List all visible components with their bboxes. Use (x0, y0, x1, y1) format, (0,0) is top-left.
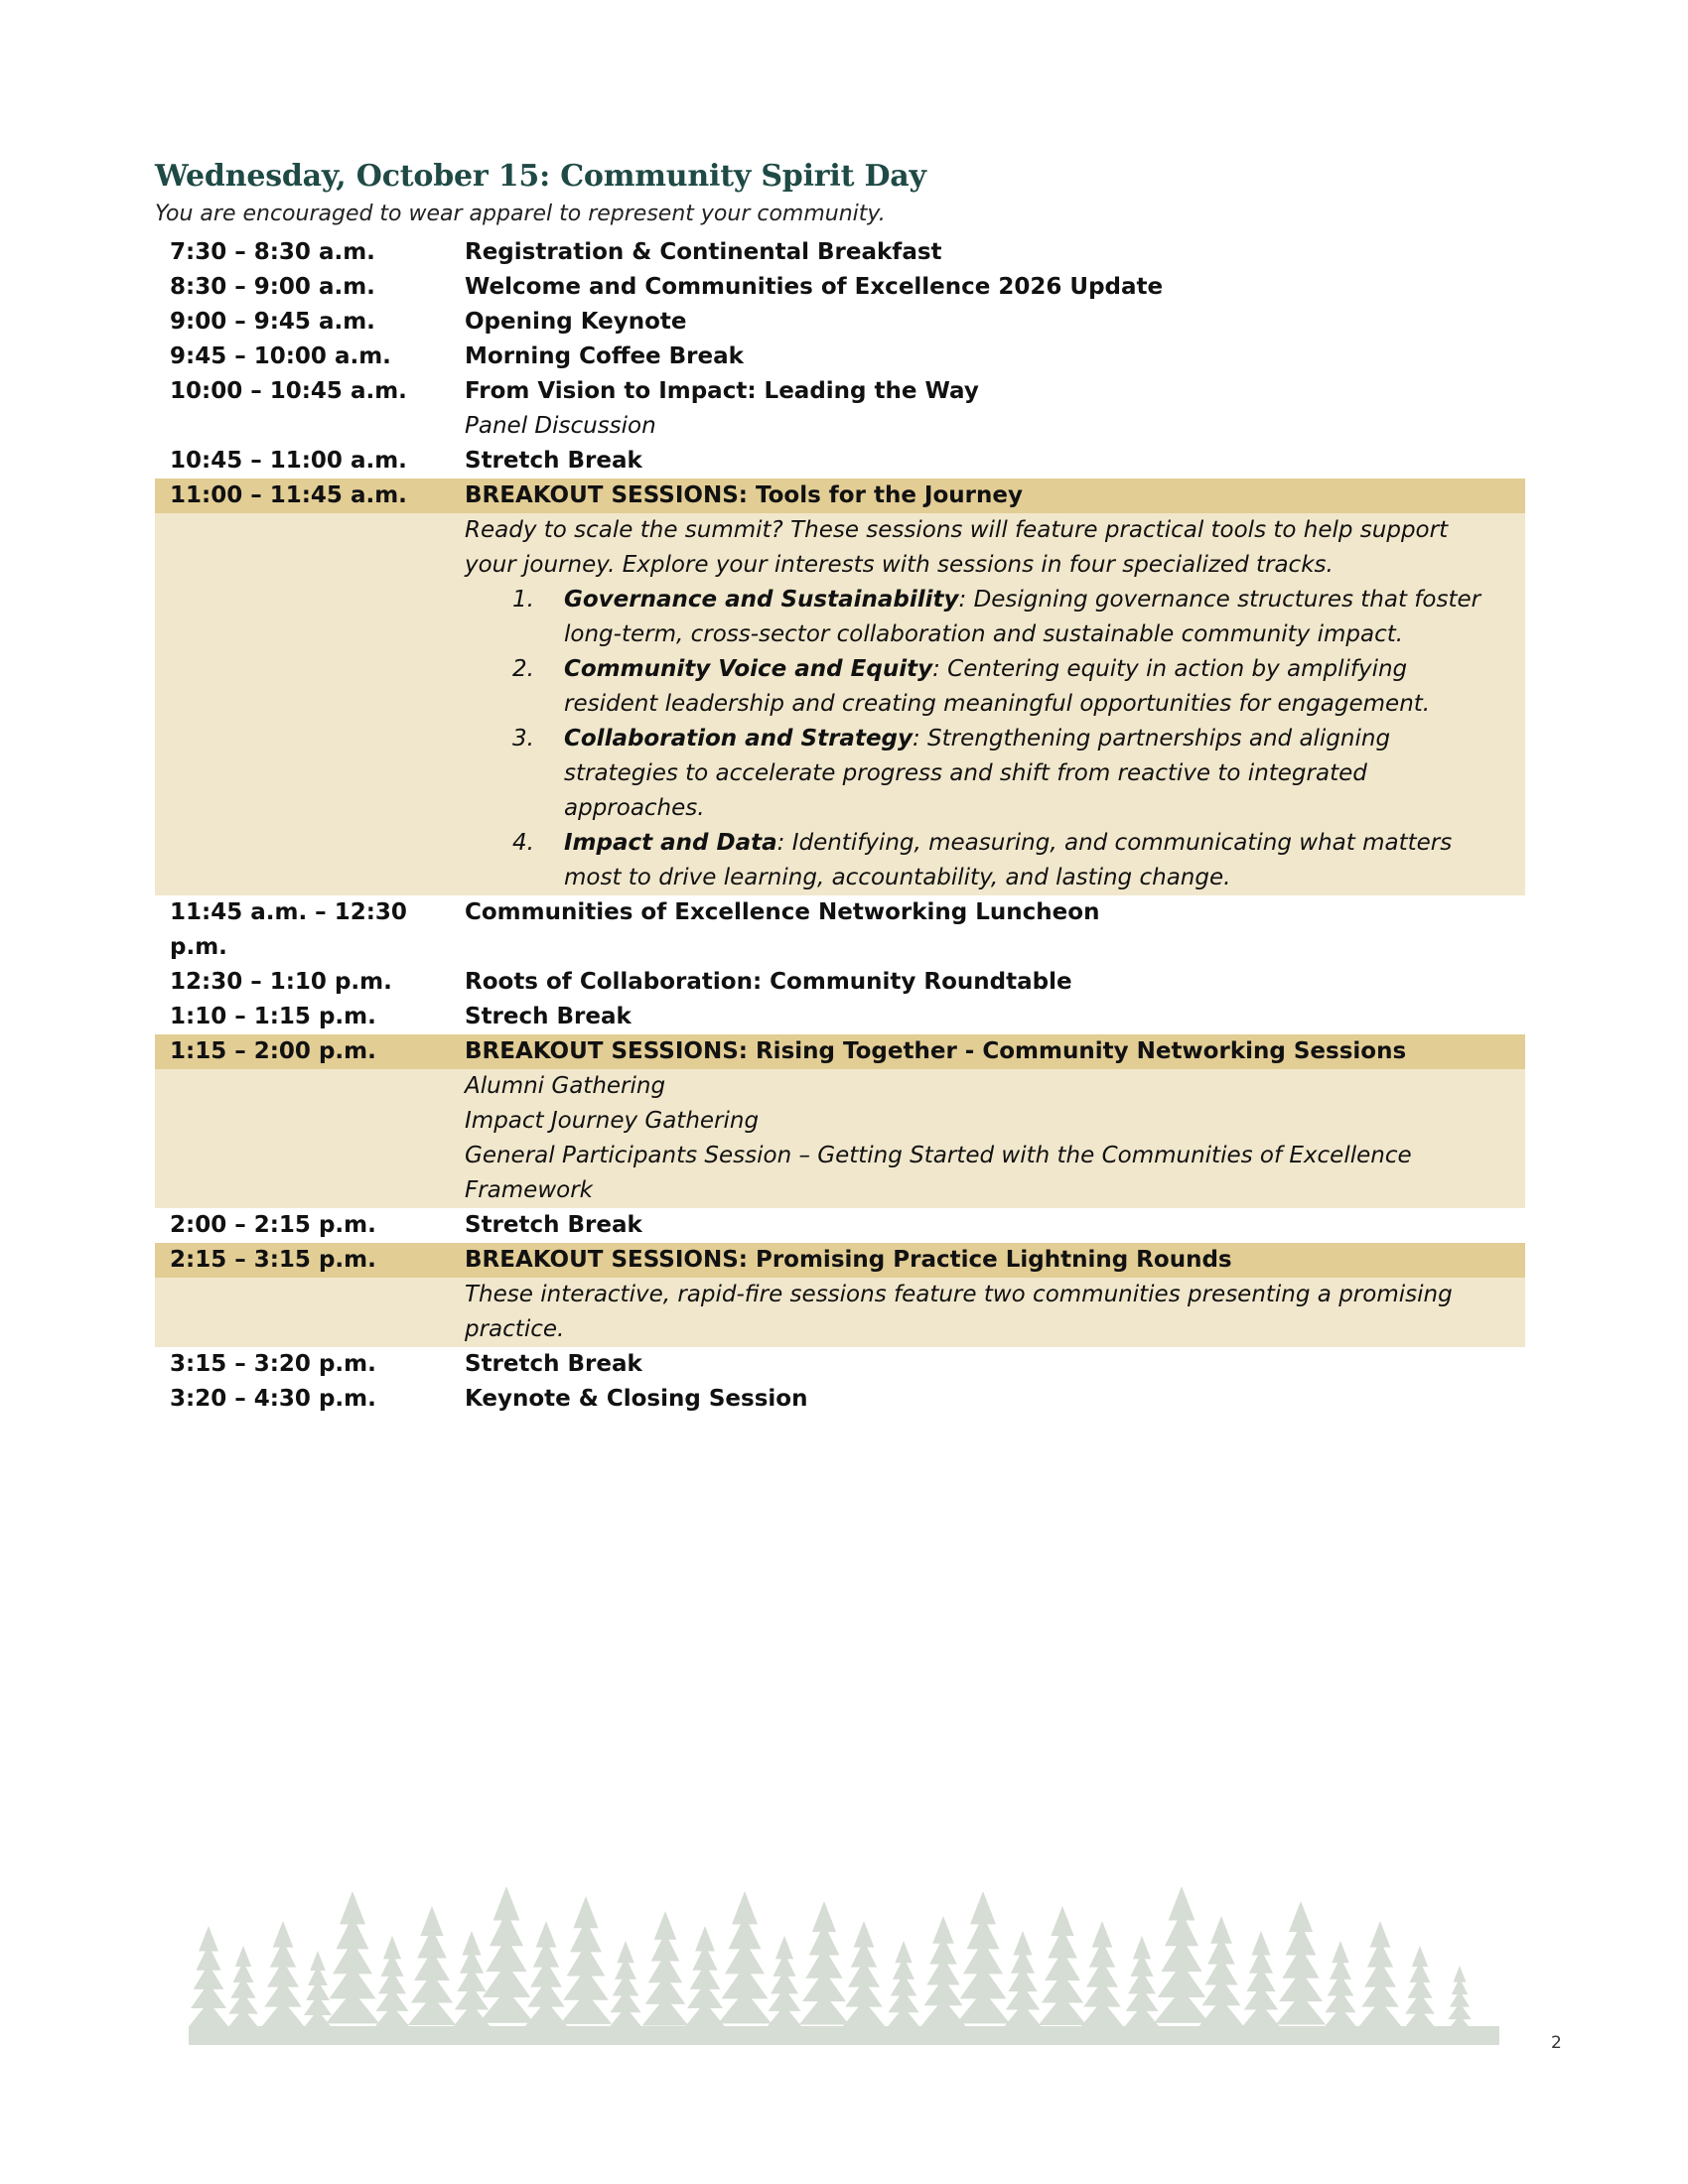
schedule-row (155, 374, 1525, 444)
schedule-row (155, 235, 1525, 270)
schedule-row (155, 305, 1525, 340)
schedule-row (155, 1347, 1525, 1382)
session-time: 3:20 – 4:30 p.m. (170, 1386, 376, 1412)
track-list (465, 583, 1505, 895)
breakout-description: These interactive, rapid-fire sessions feature two communities presenting a promising practice. (465, 1282, 1453, 1342)
session-note: Panel Discussion (465, 413, 656, 439)
schedule-row (155, 270, 1525, 305)
track-description: : Identifying, measuring, and communicating what matters most to drive learning, accountability, and lasting change. (564, 830, 1453, 890)
tree-group (189, 1886, 1499, 2045)
breakout-body-row (155, 1278, 1525, 1347)
session-time: 1:15 – 2:00 p.m. (170, 1038, 376, 1064)
track-number: 3. (512, 726, 534, 751)
track-number: 1. (512, 587, 534, 613)
session-time: 2:15 – 3:15 p.m. (170, 1247, 376, 1273)
breakout-description: Ready to scale the summit? These sessions will feature practical tools to help support your journey. Explore your interests with sessions in four specialized tracks. (465, 517, 1449, 578)
session-title: Registration & Continental Breakfast (465, 239, 942, 265)
session-time: 8:30 – 9:00 a.m. (170, 274, 375, 300)
track-description: : Centering equity in action by amplifying resident leadership and creating meaningful opportunities for engagement. (564, 656, 1431, 717)
session-time: 9:45 – 10:00 a.m. (170, 343, 391, 369)
track-name: Governance and Sustainability (564, 587, 959, 613)
tree-silhouette-illustration (189, 1832, 1499, 2045)
session-title: BREAKOUT SESSIONS: Tools for the Journey (465, 482, 1023, 508)
session-title: BREAKOUT SESSIONS: Promising Practice Lightning Rounds (465, 1247, 1232, 1273)
session-time: 11:00 – 11:45 a.m. (170, 482, 407, 508)
session-title: Stretch Break (465, 1212, 642, 1238)
session-title: BREAKOUT SESSIONS: Rising Together - Community Networking Sessions (465, 1038, 1407, 1064)
breakout-header-row (155, 478, 1525, 513)
track-name: Impact and Data (564, 830, 777, 856)
session-time: 2:00 – 2:15 p.m. (170, 1212, 376, 1238)
schedule-row (155, 1208, 1525, 1243)
breakout-header-row (155, 1034, 1525, 1069)
track-name: Community Voice and Equity (564, 656, 933, 682)
track-item (465, 652, 1505, 722)
track-item (465, 826, 1505, 895)
session-time: 3:15 – 3:20 p.m. (170, 1351, 376, 1377)
schedule-row (155, 895, 1525, 965)
session-title: Communities of Excellence Networking Luncheon (465, 899, 1100, 925)
session-title: Strech Break (465, 1004, 632, 1029)
breakout-header-row (155, 1243, 1525, 1278)
track-number: 2. (512, 656, 534, 682)
schedule-row (155, 340, 1525, 374)
schedule-row (155, 1000, 1525, 1034)
breakout-item: General Participants Session – Getting Started with the Communities of Excellence Framework (465, 1143, 1412, 1203)
session-title: Stretch Break (465, 448, 642, 474)
schedule-row (155, 444, 1525, 478)
session-time: 9:00 – 9:45 a.m. (170, 309, 375, 335)
track-description: : Designing governance structures that foster long-term, cross-sector collaboration and sustainable community impact. (564, 587, 1481, 647)
session-title: Opening Keynote (465, 309, 687, 335)
session-time: 10:00 – 10:45 a.m. (170, 378, 407, 404)
day-subtitle: You are encouraged to wear apparel to represent your community. (155, 202, 886, 226)
session-time: 11:45 a.m. – 12:30 p.m. (170, 899, 407, 960)
breakout-body-row (155, 513, 1525, 895)
breakout-item: Impact Journey Gathering (465, 1108, 760, 1134)
breakout-item: Alumni Gathering (465, 1073, 666, 1099)
track-number: 4. (512, 830, 534, 856)
session-time: 7:30 – 8:30 a.m. (170, 239, 375, 265)
track-item (465, 722, 1505, 826)
session-time: 10:45 – 11:00 a.m. (170, 448, 407, 474)
session-title: Roots of Collaboration: Community Roundtable (465, 969, 1072, 995)
tree-ground (189, 2026, 1499, 2045)
session-time: 12:30 – 1:10 p.m. (170, 969, 392, 995)
session-title: Stretch Break (465, 1351, 642, 1377)
schedule-row (155, 965, 1525, 1000)
schedule (155, 235, 1525, 1417)
track-item (465, 583, 1505, 652)
session-title: From Vision to Impact: Leading the Way (465, 378, 979, 404)
track-name: Collaboration and Strategy (564, 726, 913, 751)
session-title: Morning Coffee Break (465, 343, 744, 369)
page-number: 2 (1551, 2033, 1562, 2053)
day-title: Wednesday, October 15: Community Spirit Day (155, 159, 926, 194)
session-title: Welcome and Communities of Excellence 2026 Update (465, 274, 1164, 300)
session-time: 1:10 – 1:15 p.m. (170, 1004, 376, 1029)
schedule-row (155, 1382, 1525, 1417)
track-description: : Strengthening partnerships and aligning strategies to accelerate progress and shift from reactive to integrated approaches. (564, 726, 1391, 821)
breakout-body-row (155, 1069, 1525, 1208)
session-title: Keynote & Closing Session (465, 1386, 808, 1412)
